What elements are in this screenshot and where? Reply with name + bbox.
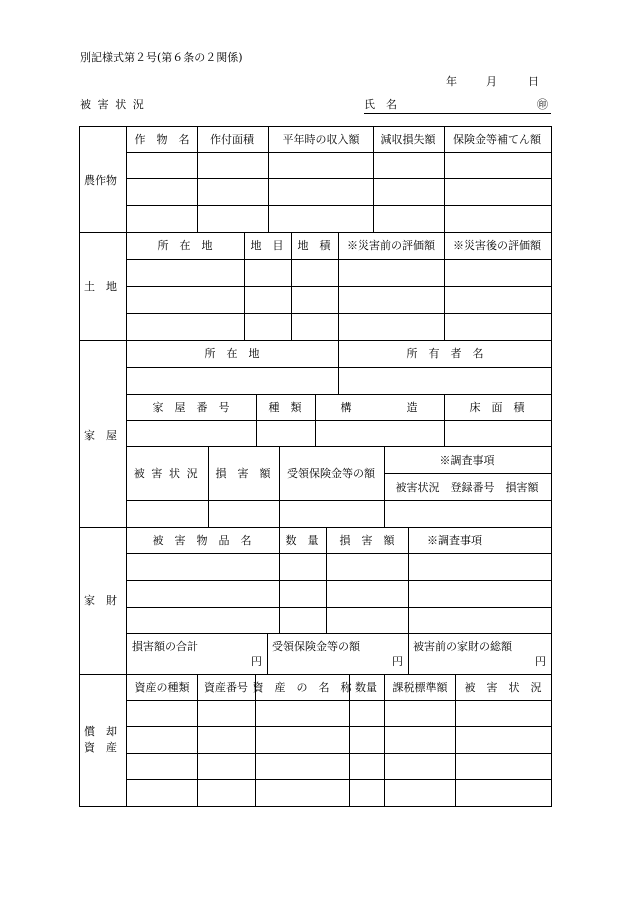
- assets-header-type: 資産の種類: [134, 681, 190, 694]
- house-header-structure: 構 造: [340, 401, 418, 414]
- goods-insurance-yen: 円: [392, 655, 403, 668]
- land-header-location: 所 在 地: [157, 239, 213, 252]
- date-year-label: 年: [446, 75, 457, 88]
- section-label-land: 土 地: [84, 280, 117, 293]
- house-header-damage-status: 被害状況: [133, 467, 205, 480]
- goods-header-item-name: 被 害 物 品 名: [152, 534, 252, 547]
- land-header-category: 地 目: [250, 239, 284, 252]
- house-header-survey: ※調査事項: [439, 454, 495, 467]
- house-header-owner: 所 有 者 名: [406, 347, 484, 360]
- land-header-area: 地 積: [297, 239, 331, 252]
- assets-header-number: 資産番号: [204, 681, 248, 694]
- crops-header-normal-income: 平年時の収入額: [282, 133, 360, 146]
- crops-header-crop-name: 作 物 名: [134, 133, 190, 146]
- house-header-floor-area: 床 面 積: [469, 401, 525, 414]
- date-month-label: 月: [486, 75, 497, 88]
- crops-header-insurance: 保険金等補てん額: [453, 133, 541, 146]
- assets-header-quantity: 数量: [355, 681, 377, 694]
- crops-header-loss: 減収損失額: [380, 133, 436, 146]
- assets-header-damage-status: 被 害 状 況: [464, 681, 542, 694]
- name-label: 氏 名: [364, 98, 397, 111]
- section-label-goods: 家 財: [84, 594, 117, 607]
- goods-total-label: 損害額の合計: [132, 640, 198, 653]
- name-underline: [364, 113, 551, 114]
- house-header-insurance: 受領保険金等の額: [287, 467, 375, 480]
- form-number: 別記様式第２号(第６条の２関係): [80, 51, 243, 64]
- house-header-survey-sub: 被害状況 登録番号 損害額: [395, 481, 539, 494]
- assets-header-tax-base: 課税標準額: [392, 681, 448, 694]
- house-header-number: 家 屋 番 号: [152, 401, 230, 414]
- assets-header-name: 資 産 の 名 称: [252, 681, 352, 694]
- goods-total-yen: 円: [251, 655, 262, 668]
- goods-header-quantity: 数 量: [285, 534, 319, 547]
- date-day-label: 日: [528, 75, 539, 88]
- section-label-assets-2: 資 産: [84, 741, 117, 754]
- goods-pre-value-label: 被害前の家財の総額: [413, 640, 512, 653]
- goods-header-loss: 損 害 額: [339, 534, 395, 547]
- seal-mark: ㊞: [537, 98, 548, 111]
- goods-header-survey: ※調査事項: [427, 534, 482, 547]
- house-header-loss: 損 害 額: [215, 467, 271, 480]
- form-title: 被害状況: [80, 98, 151, 111]
- crops-header-area: 作付面積: [210, 133, 254, 146]
- section-label-crops: 農作物: [84, 174, 117, 187]
- section-label-assets-1: 償 却: [84, 725, 117, 738]
- land-header-value-before: ※災害前の評価額: [347, 239, 435, 252]
- land-header-value-after: ※災害後の評価額: [453, 239, 541, 252]
- house-header-type: 種 類: [268, 401, 302, 414]
- goods-insurance-label: 受領保険金等の額: [272, 640, 360, 653]
- goods-pre-value-yen: 円: [535, 655, 546, 668]
- section-label-house: 家 屋: [84, 429, 117, 442]
- house-header-location: 所 在 地: [204, 347, 260, 360]
